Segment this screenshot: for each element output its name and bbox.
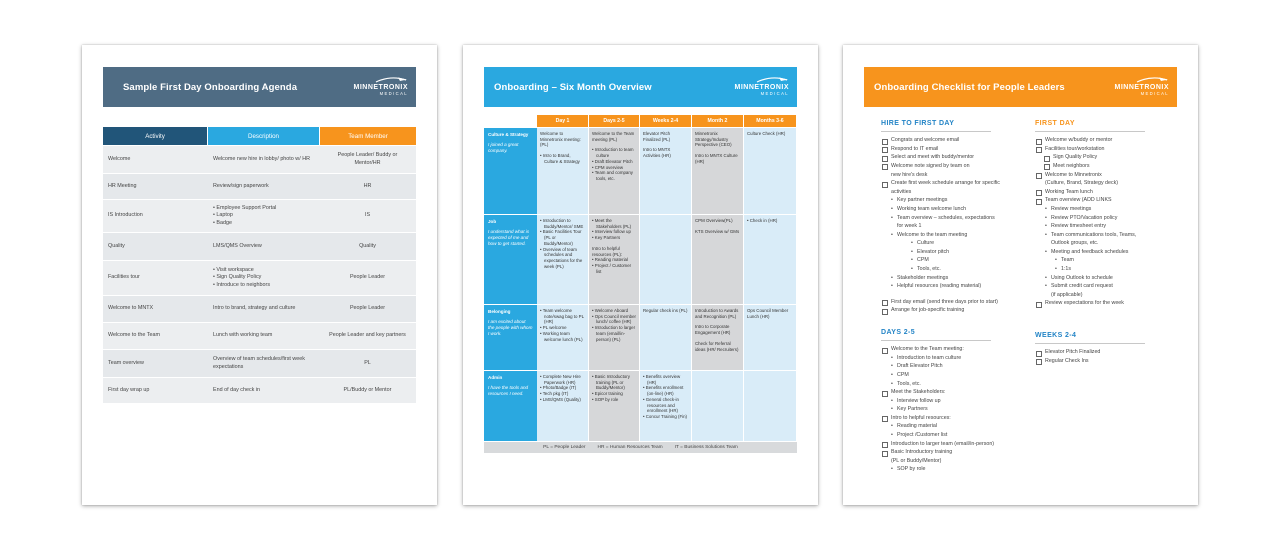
checkbox-item[interactable]: First day email (send three days prior to start) xyxy=(881,298,1041,307)
overview-legend: PL = People Leader HR = Human Resources Team IT = Business Solutions Team xyxy=(484,441,797,453)
checkbox-item[interactable]: Facilities tour/workstation xyxy=(1035,145,1185,154)
hire-to-first-day-heading: HIRE TO FIRST DAY xyxy=(881,118,991,132)
overview-title: Onboarding – Six Month Overview xyxy=(494,81,652,93)
checkbox-item[interactable]: Basic Introductory training xyxy=(881,448,1041,457)
checkbox-item[interactable]: Meet neighbors xyxy=(1035,162,1185,171)
table-row: Culture & Strategy I joined a great company. Welcome to Minnetronix meeting: (PL) • Intro to Brand, Culture & Strategy Welcome to the Team meeting (PL) • Introduction to team culture • Draft Elevator Pitch • CPM overview • Team and company tools, etc. Elevator Pitch Finalized (PL) Intro to MNTX Activities (HR) Minnetronix Strategy/Industry Perspective (CEO) Intro to MNTX Culture (HR) Culture Check (HR) xyxy=(484,127,797,214)
table-row: Facilities tour • Visit workspace • Sign Quality Policy • Introduce to neighbors People Leader xyxy=(103,260,416,295)
agenda-title: Sample First Day Onboarding Agenda xyxy=(123,81,298,93)
brand-logo: MINNETRONIX MEDICAL xyxy=(1115,77,1170,96)
table-row: HR Meeting Review/sign paperwork HR xyxy=(103,173,416,199)
checkbox-item[interactable]: Create first week schedule arrange for specific xyxy=(881,179,1041,188)
brand-logo: MINNETRONIX MEDICAL xyxy=(354,77,409,96)
table-row: First day wrap up End of day check in PL/Buddy or Mentor xyxy=(103,377,416,403)
overview-header: Day 1 Days 2-5 Weeks 2-4 Month 2 Months 3-6 xyxy=(537,115,797,127)
overview-page xyxy=(463,45,818,505)
agenda-table-header xyxy=(103,127,416,145)
checkbox-item[interactable]: Respond to IT email xyxy=(881,145,1041,154)
agenda-banner xyxy=(103,67,416,107)
table-row: Quality LMS/QMS Overview Quality xyxy=(103,232,416,260)
checkbox-item[interactable]: Sign Quality Policy xyxy=(1035,153,1185,162)
team-member-header: Team Member xyxy=(320,127,416,145)
brand-logo: MINNETRONIX MEDICAL xyxy=(735,77,790,96)
checklist-banner xyxy=(864,67,1177,107)
agenda-table xyxy=(103,127,416,403)
checkbox-item[interactable]: Welcome note signed by team on xyxy=(881,162,1041,171)
checkbox-item[interactable]: Elevator Pitch Finalized xyxy=(1035,348,1185,357)
checkbox-item[interactable]: Introduction to larger team (email/in-person) xyxy=(881,440,1041,449)
checklist-left-column: HIRE TO FIRST DAY Congrats and welcome email Respond to IT email Select and meet with buddy/mentor Welcome note signed by team on new hire's desk Create first week schedule arrange for specific activities • Key partner meetings • Working team welcome lunch • Team overview – schedules, expectations for week 1 • Welcome to the team meeting • Culture • Elevator pitch • CPM • Tools, etc. • Stakeholder meetings • Helpful resources (reading material) First day email (send three days prior to start) Arrange for job-specific training DAYS 2-5 Welcome to the Team meeting: • Introduction to team culture • Draft Elevator Pitch • CPM • Tools, etc. Meet the Stakeholders: • Interview follow up • Key Partners Intro to helpful resources: • Reading material • Project /Customer list Introduction to larger team (email/in-person) Basic Introductory training (PL or Buddy/Mentor) • SOP by role xyxy=(881,118,1041,474)
checkbox-item[interactable]: Welcome to Minnetronix xyxy=(1035,171,1185,180)
checklist-page xyxy=(843,45,1198,505)
checkbox-item[interactable]: Regular Check Ins xyxy=(1035,357,1185,366)
checkbox-item[interactable]: Welcome w/buddy or mentor xyxy=(1035,136,1185,145)
table-row: Welcome to MNTX Intro to brand, strategy and culture People Leader xyxy=(103,295,416,322)
table-row: Welcome Welcome new hire in lobby/ photo w/ HR People Leader/ Buddy or Mentor/HR xyxy=(103,145,416,173)
checkbox-item[interactable]: Working Team lunch xyxy=(1035,188,1185,197)
agenda-rows xyxy=(103,145,416,403)
checkbox-item[interactable]: Review expectations for the week xyxy=(1035,299,1185,308)
checkbox-item[interactable]: Arrange for job-specific training xyxy=(881,306,1041,315)
table-row: Admin I have the tools and resources I need. • Complete New Hire Paperwork (HR) • Photo/Badge (IT) • Tech pkg (IT) • LMS/QMS (Quality) • Basic Introductory training (PL or Buddy/Mentor) • Epicor training • SOP by role • Benefits overview (HR) • Benefits enrollment (on-line) (HR) • General check-in resources and enrollment (HR) • Concur Training (Fin) xyxy=(484,370,797,441)
checkbox-item[interactable]: Congrats and welcome email xyxy=(881,136,1041,145)
checkbox-item[interactable]: Welcome to the Team meeting: xyxy=(881,345,1041,354)
weeks-2-4-heading: WEEKS 2-4 xyxy=(1035,330,1145,344)
agenda-page xyxy=(82,45,437,505)
checkbox-item[interactable]: Select and meet with buddy/mentor xyxy=(881,153,1041,162)
checklist-right-column: FIRST DAY Welcome w/buddy or mentor Facilities tour/workstation Sign Quality Policy Meet neighbors Welcome to Minnetronix (Culture, Brand, Strategy deck) Working Team lunch Team overview (ADD LINKS • Review meetings • Review PTO/Vacation policy • Review timesheet entry • Team communications tools, Teams, Outlook groups, etc. • Meeting and feedback schedules • Team • 1:1s • Using Outlook to schedule • Submit credit card request (if applicable) Review expectations for the week WEEKS 2-4 Elevator Pitch Finalized Regular Check Ins xyxy=(1035,118,1185,365)
overview-banner xyxy=(484,67,797,107)
logo-swoosh-icon xyxy=(755,77,789,83)
first-day-heading: FIRST DAY xyxy=(1035,118,1145,132)
table-row: Job I understand what is expected of me and how to get started. • Introduction to Buddy/Mentor/ SME • Basic Facilities Tour (PL or Buddy/Mentor) • Overview of team schedules and expectations for the week (PL) • Meet the Stakeholders (PL) • Interview follow up • Key Partners Intro to helpful resources (PL): • Reading material • Project / Customer list CPM Overview(PL) KTS Overview w/ GMs • Check in (HR) xyxy=(484,214,797,304)
table-row: Welcome to the Team Lunch with working team People Leader and key partners xyxy=(103,322,416,349)
overview-table xyxy=(484,115,797,453)
activity-header: Activity xyxy=(103,127,207,145)
table-row: Belonging I am excited about the people with whom I work. • Team welcome note/swag bag to PL (HR) • PL welcome • Working team welcome lunch (PL) • Welcome Aboard • Ops Council member lunch/ coffee (HR) • Introduction to larger team (email/in-person) (PL) Regular check ins (PL) Introduction to Awards and Recognition (PL) Intro to Corporate Engagement (HR) Check for Referral ideas (HR/ Recruiters) Ops Council Member Lunch (HR) xyxy=(484,304,797,370)
description-header: Description xyxy=(208,127,319,145)
table-row: Team overview Overview of team schedules/first week expectations PL xyxy=(103,349,416,377)
checklist-title: Onboarding Checklist for People Leaders xyxy=(874,81,1065,93)
days-2-5-heading: DAYS 2-5 xyxy=(881,327,991,341)
logo-swoosh-icon xyxy=(374,77,408,83)
logo-swoosh-icon xyxy=(1135,77,1169,83)
checkbox-item[interactable]: Intro to helpful resources: xyxy=(881,414,1041,423)
checkbox-item[interactable]: Meet the Stakeholders: xyxy=(881,388,1041,397)
checkbox-item[interactable]: Team overview (ADD LINKS xyxy=(1035,196,1185,205)
table-row: IS Introduction • Employee Support Portal • Laptop • Badge IS xyxy=(103,199,416,232)
